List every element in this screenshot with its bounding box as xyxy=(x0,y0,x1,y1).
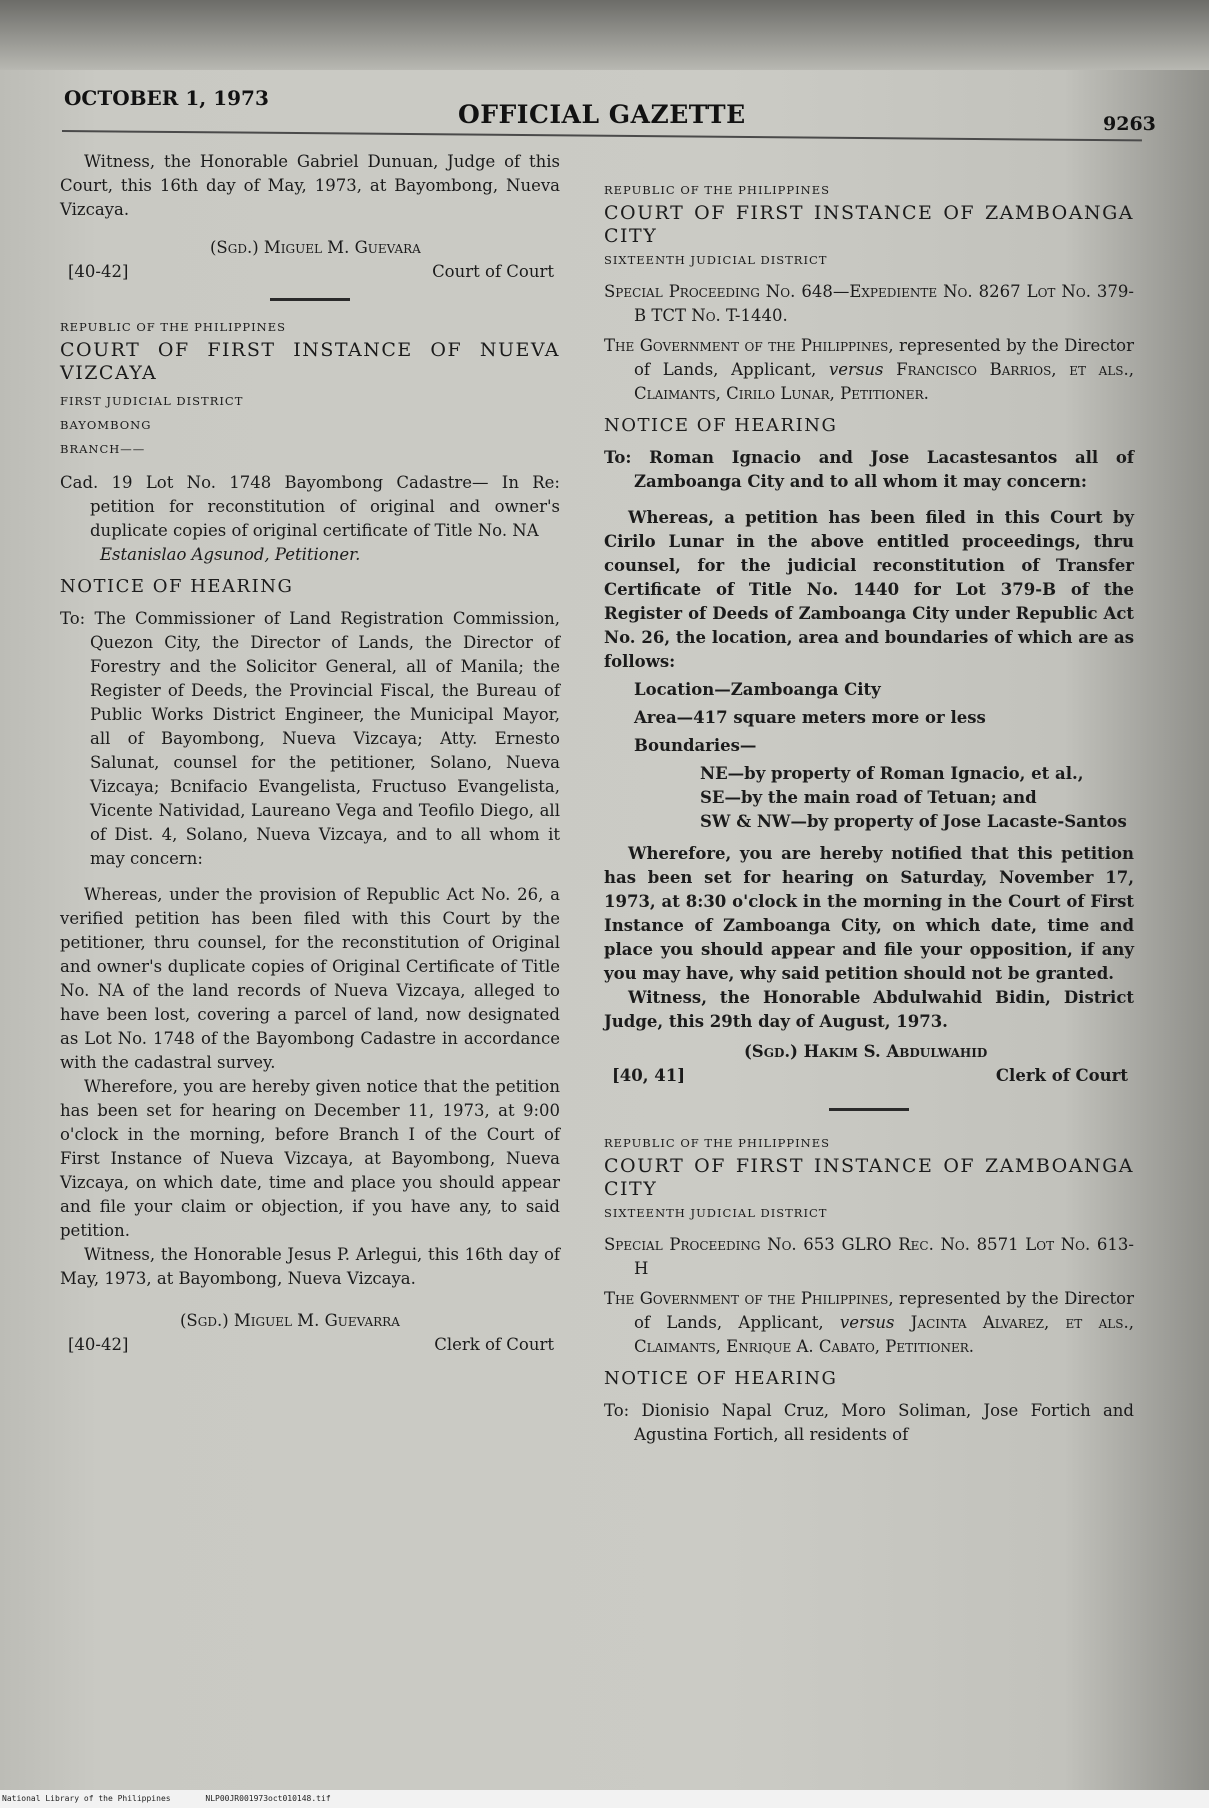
issue-date: OCTOBER 1, 1973 xyxy=(64,86,269,110)
place-line: BAYOMBONG xyxy=(60,418,152,432)
intro-witness: Witness, the Honorable Gabriel Dunuan, Judge of this Court, this 16th day of May, 1973, at Bayombong, Nueva Vizcaya. xyxy=(60,152,560,219)
parties-text: represented by the Director of Lands, Applicant, xyxy=(634,1289,1134,1332)
boundaries-label: Boundaries— xyxy=(634,736,757,755)
notice-heading: NOTICE OF HEARING xyxy=(60,576,294,597)
boundary-ne: NE—by property of Roman Ignacio, et al., xyxy=(700,764,1084,783)
parties-names: Francisco Barrios, et als., Claimants, Cirilo Lunar, Petitioner. xyxy=(634,360,1134,403)
signatory-title: Clerk of Court xyxy=(434,1335,554,1354)
boundary-sw-nw: SW & NW—by property of Jose Lacaste-Santos xyxy=(700,812,1127,831)
parties-names: Jacinta Alvarez, et als., Claimants, Enrique A. Cabato, Petitioner. xyxy=(634,1313,1134,1356)
whereas-paragraph: Whereas, a petition has been filed in this Court by Cirilo Lunar in the above entitled proceedings, thru counsel, for the judicial reconstitution of Transfer Certificate of Title No. 1440 for Lot 379-B of the Register of Deeds of Zamboanga City under Republic Act No. 26, the location, area and boundaries of which are as follows: xyxy=(604,508,1134,671)
wherefore-paragraph: Wherefore, you are hereby notified that this petition has been set for hearing on Saturday, November 17, 1973, at 8:30 o'clock in the morning in the Court of First Instance of Zamboanga City, on which date, time and place you should appear and file your opposition, if any you may have, why said petition should not be granted. xyxy=(604,844,1134,983)
scan-footer xyxy=(0,1790,1209,1808)
footer-file: NLP00JR001973oct010148.tif xyxy=(205,1794,331,1803)
notice-numbers: [40, 41] xyxy=(612,1066,686,1085)
notice-heading: NOTICE OF HEARING xyxy=(604,1368,838,1389)
separator xyxy=(270,298,350,301)
signature-sgd: (Sgd.) Miguel M. Guevara xyxy=(210,238,421,257)
republic-line: REPUBLIC OF THE PHILIPPINES xyxy=(60,320,287,334)
whereas-paragraph: Whereas, under the provision of Republic Act No. 26, a verified petition has been filed with this Court by the petitioner, thru counsel, for the reconstitution of Original and owner's duplicate copies of Original Certificate of Title No. NA of the land records of Nueva Vizcaya, alleged to have been lost, covering a parcel of land, now designated as Lot No. 1748 of the Bayombong Cadastre in accordance with the cadastral survey. xyxy=(60,885,560,1072)
signature-sgd: (Sgd.) Miguel M. Guevarra xyxy=(180,1311,400,1330)
left-column xyxy=(60,150,560,1357)
wherefore-paragraph: Wherefore, you are hereby given notice that the petition has been set for hearing on December 11, 1973, at 9:00 o'clock in the morning, before Branch I of the Court of First Instance of Nueva Vizcaya, at Bayombong, Nueva Vizcaya, on which date, time and place you should appear and file your claim or objection, if you have any, to said petition. xyxy=(60,1077,560,1240)
addressees: To: Roman Ignacio and Jose Lacastesantos all of Zamboanga City and to all whom it may concern: xyxy=(604,448,1134,491)
right-column xyxy=(604,178,1134,1447)
parties-government: The Government of the Philippines, xyxy=(604,1289,894,1308)
republic-line: REPUBLIC OF THE PHILIPPINES xyxy=(604,1136,831,1150)
signatory-title: Court of Court xyxy=(432,262,554,281)
versus-word: versus xyxy=(839,1313,895,1332)
district-line: SIXTEENTH JUDICIAL DISTRICT xyxy=(604,1206,828,1220)
case-caption: Cad. 19 Lot No. 1748 Bayombong Cadastre— In Re: petition for reconstitution of original and owner's duplicate copies of original certificate of Title No. NA xyxy=(60,473,560,540)
district-line: SIXTEENTH JUDICIAL DISTRICT xyxy=(604,253,828,267)
signatory-title: Clerk of Court xyxy=(995,1066,1128,1085)
versus-word: versus xyxy=(828,360,884,379)
addressees: To: Dionisio Napal Cruz, Moro Soliman, Jose Fortich and Agustina Fortich, all residents of xyxy=(604,1401,1134,1444)
notice-heading: NOTICE OF HEARING xyxy=(604,415,838,436)
petitioner-name: Estanislao Agsunod, Petitioner. xyxy=(100,545,361,564)
location-line: Location—Zamboanga City xyxy=(634,680,881,699)
page-number: 9263 xyxy=(1103,113,1156,135)
notice-numbers: [40-42] xyxy=(68,262,129,281)
witness-paragraph: Witness, the Honorable Jesus P. Arlegui, this 16th day of May, 1973, at Bayombong, Nueva Vizcaya. xyxy=(60,1245,560,1288)
publication-title: OFFICIAL GAZETTE xyxy=(458,100,746,129)
petitioner-line xyxy=(60,543,560,567)
court-name: COURT OF FIRST INSTANCE OF ZAMBOANGA CITY xyxy=(604,202,1134,247)
addressees: To: The Commissioner of Land Registration Commission, Quezon City, the Director of Lands, the Director of Forestry and the Solicitor General, all of Manila; the Register of Deeds, the Provincial Fiscal, the Bureau of Public Works District Engineer, the Municipal Mayor, all of Bayombong, Nueva Vizcaya; Atty. Ernesto Salunat, counsel for the petitioner, Solano, Nueva Vizcaya; Bcnifacio Evangelista, Fructuso Evangelista, Vicente Natividad, Laureano Vega and Teofilo Diego, all of Dist. 4, Solano, Nueva Vizcaya, and to all whom it may concern: xyxy=(60,609,560,868)
witness-paragraph: Witness, the Honorable Abdulwahid Bidin, District Judge, this 29th day of August, 1973. xyxy=(604,988,1134,1031)
case-caption: Special Proceeding No. 648—Expediente No. 8267 Lot No. 379-B TCT No. T-1440. xyxy=(604,282,1134,325)
area-line: Area—417 square meters more or less xyxy=(634,708,986,727)
parties-text: represented by the Director of Lands, Applicant, xyxy=(634,336,1134,379)
parties-caption xyxy=(604,334,1134,406)
case-caption: Special Proceeding No. 653 GLRO Rec. No. 8571 Lot No. 613-H xyxy=(604,1235,1134,1278)
header-rule xyxy=(62,130,1142,141)
branch-line: BRANCH—— xyxy=(60,442,146,456)
footer-library: National Library of the Philippines xyxy=(2,1794,171,1803)
court-name: COURT OF FIRST INSTANCE OF ZAMBOANGA CITY xyxy=(604,1155,1134,1200)
republic-line: REPUBLIC OF THE PHILIPPINES xyxy=(604,183,831,197)
signature-sgd: (Sgd.) Hakim S. Abdulwahid xyxy=(744,1042,988,1061)
scan-shadow xyxy=(0,0,1209,70)
notice-numbers: [40-42] xyxy=(68,1335,129,1354)
district-line: FIRST JUDICIAL DISTRICT xyxy=(60,394,244,408)
parties-government: The Government of the Philippines, xyxy=(604,336,894,355)
boundary-se: SE—by the main road of Tetuan; and xyxy=(700,788,1037,807)
parties-caption xyxy=(604,1287,1134,1359)
court-name: COURT OF FIRST INSTANCE OF NUEVA VIZCAYA xyxy=(60,339,560,384)
separator xyxy=(829,1108,909,1111)
